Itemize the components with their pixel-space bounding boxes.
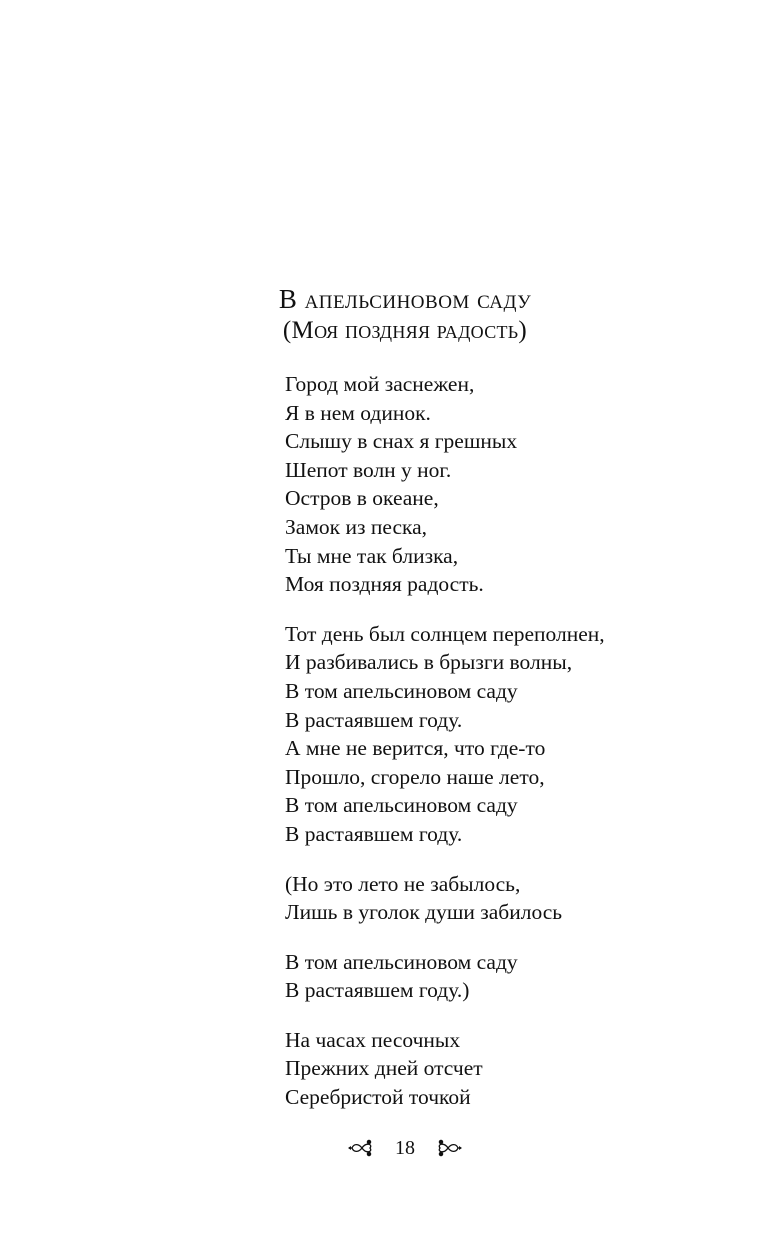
- poem-line: Ты мне так близка,: [285, 543, 459, 568]
- ornament-right-icon: [434, 1138, 462, 1158]
- page-footer: [300, 1133, 510, 1162]
- stanza-5: [285, 1026, 745, 1112]
- poem-line: Тот день был солнцем переполнен,: [285, 621, 605, 646]
- poem-line: В растаявшем году.): [285, 978, 470, 1003]
- poem-body: [285, 370, 745, 1133]
- poem-line: В том апельсиновом саду: [285, 949, 518, 974]
- stanza-4: [285, 948, 745, 1005]
- poem-line: (Но это лето не забылось,: [285, 871, 521, 896]
- poem-line: В растаявшем году.: [285, 821, 463, 846]
- poem-title: В апельсиновом саду: [278, 284, 532, 314]
- poem-line: В том апельсиновом саду: [285, 678, 518, 703]
- poem-line: Лишь в уголок души забилось: [285, 900, 563, 925]
- poem-line: Серебристой точкой: [285, 1085, 471, 1110]
- poem-line: Город мой заснежен,: [285, 372, 475, 396]
- stanza-1: [285, 370, 745, 599]
- poem-subtitle: (Моя поздняя радость): [282, 317, 528, 344]
- poem-line: А мне не верится, что где-то: [285, 736, 546, 761]
- poem-heading: [200, 283, 610, 347]
- poem-line: Остров в океане,: [285, 486, 439, 511]
- poem-line: Слышу в снах я грешных: [285, 429, 518, 454]
- poem-line: Я в нем одинок.: [285, 400, 431, 425]
- poem-line: В том апельсиновом саду: [285, 793, 518, 818]
- poem-line: Моя поздняя радость.: [285, 572, 484, 597]
- poem-line: Шепот волн у ног.: [285, 457, 452, 482]
- poem-line: Прошло, сгорело наше лето,: [285, 764, 545, 789]
- ornament-left-icon: [348, 1138, 376, 1158]
- stanza-2: [285, 620, 745, 849]
- stanza-3: [285, 870, 745, 927]
- poem-line: В растаявшем году.: [285, 707, 463, 732]
- poem-line: И разбивались в брызги волны,: [285, 650, 573, 675]
- page-number: 18: [395, 1137, 415, 1160]
- poem-line: Замок из песка,: [285, 514, 428, 539]
- poem-line: Прежних дней отсчет: [285, 1056, 483, 1081]
- poem-line: На часах песочных: [285, 1027, 461, 1052]
